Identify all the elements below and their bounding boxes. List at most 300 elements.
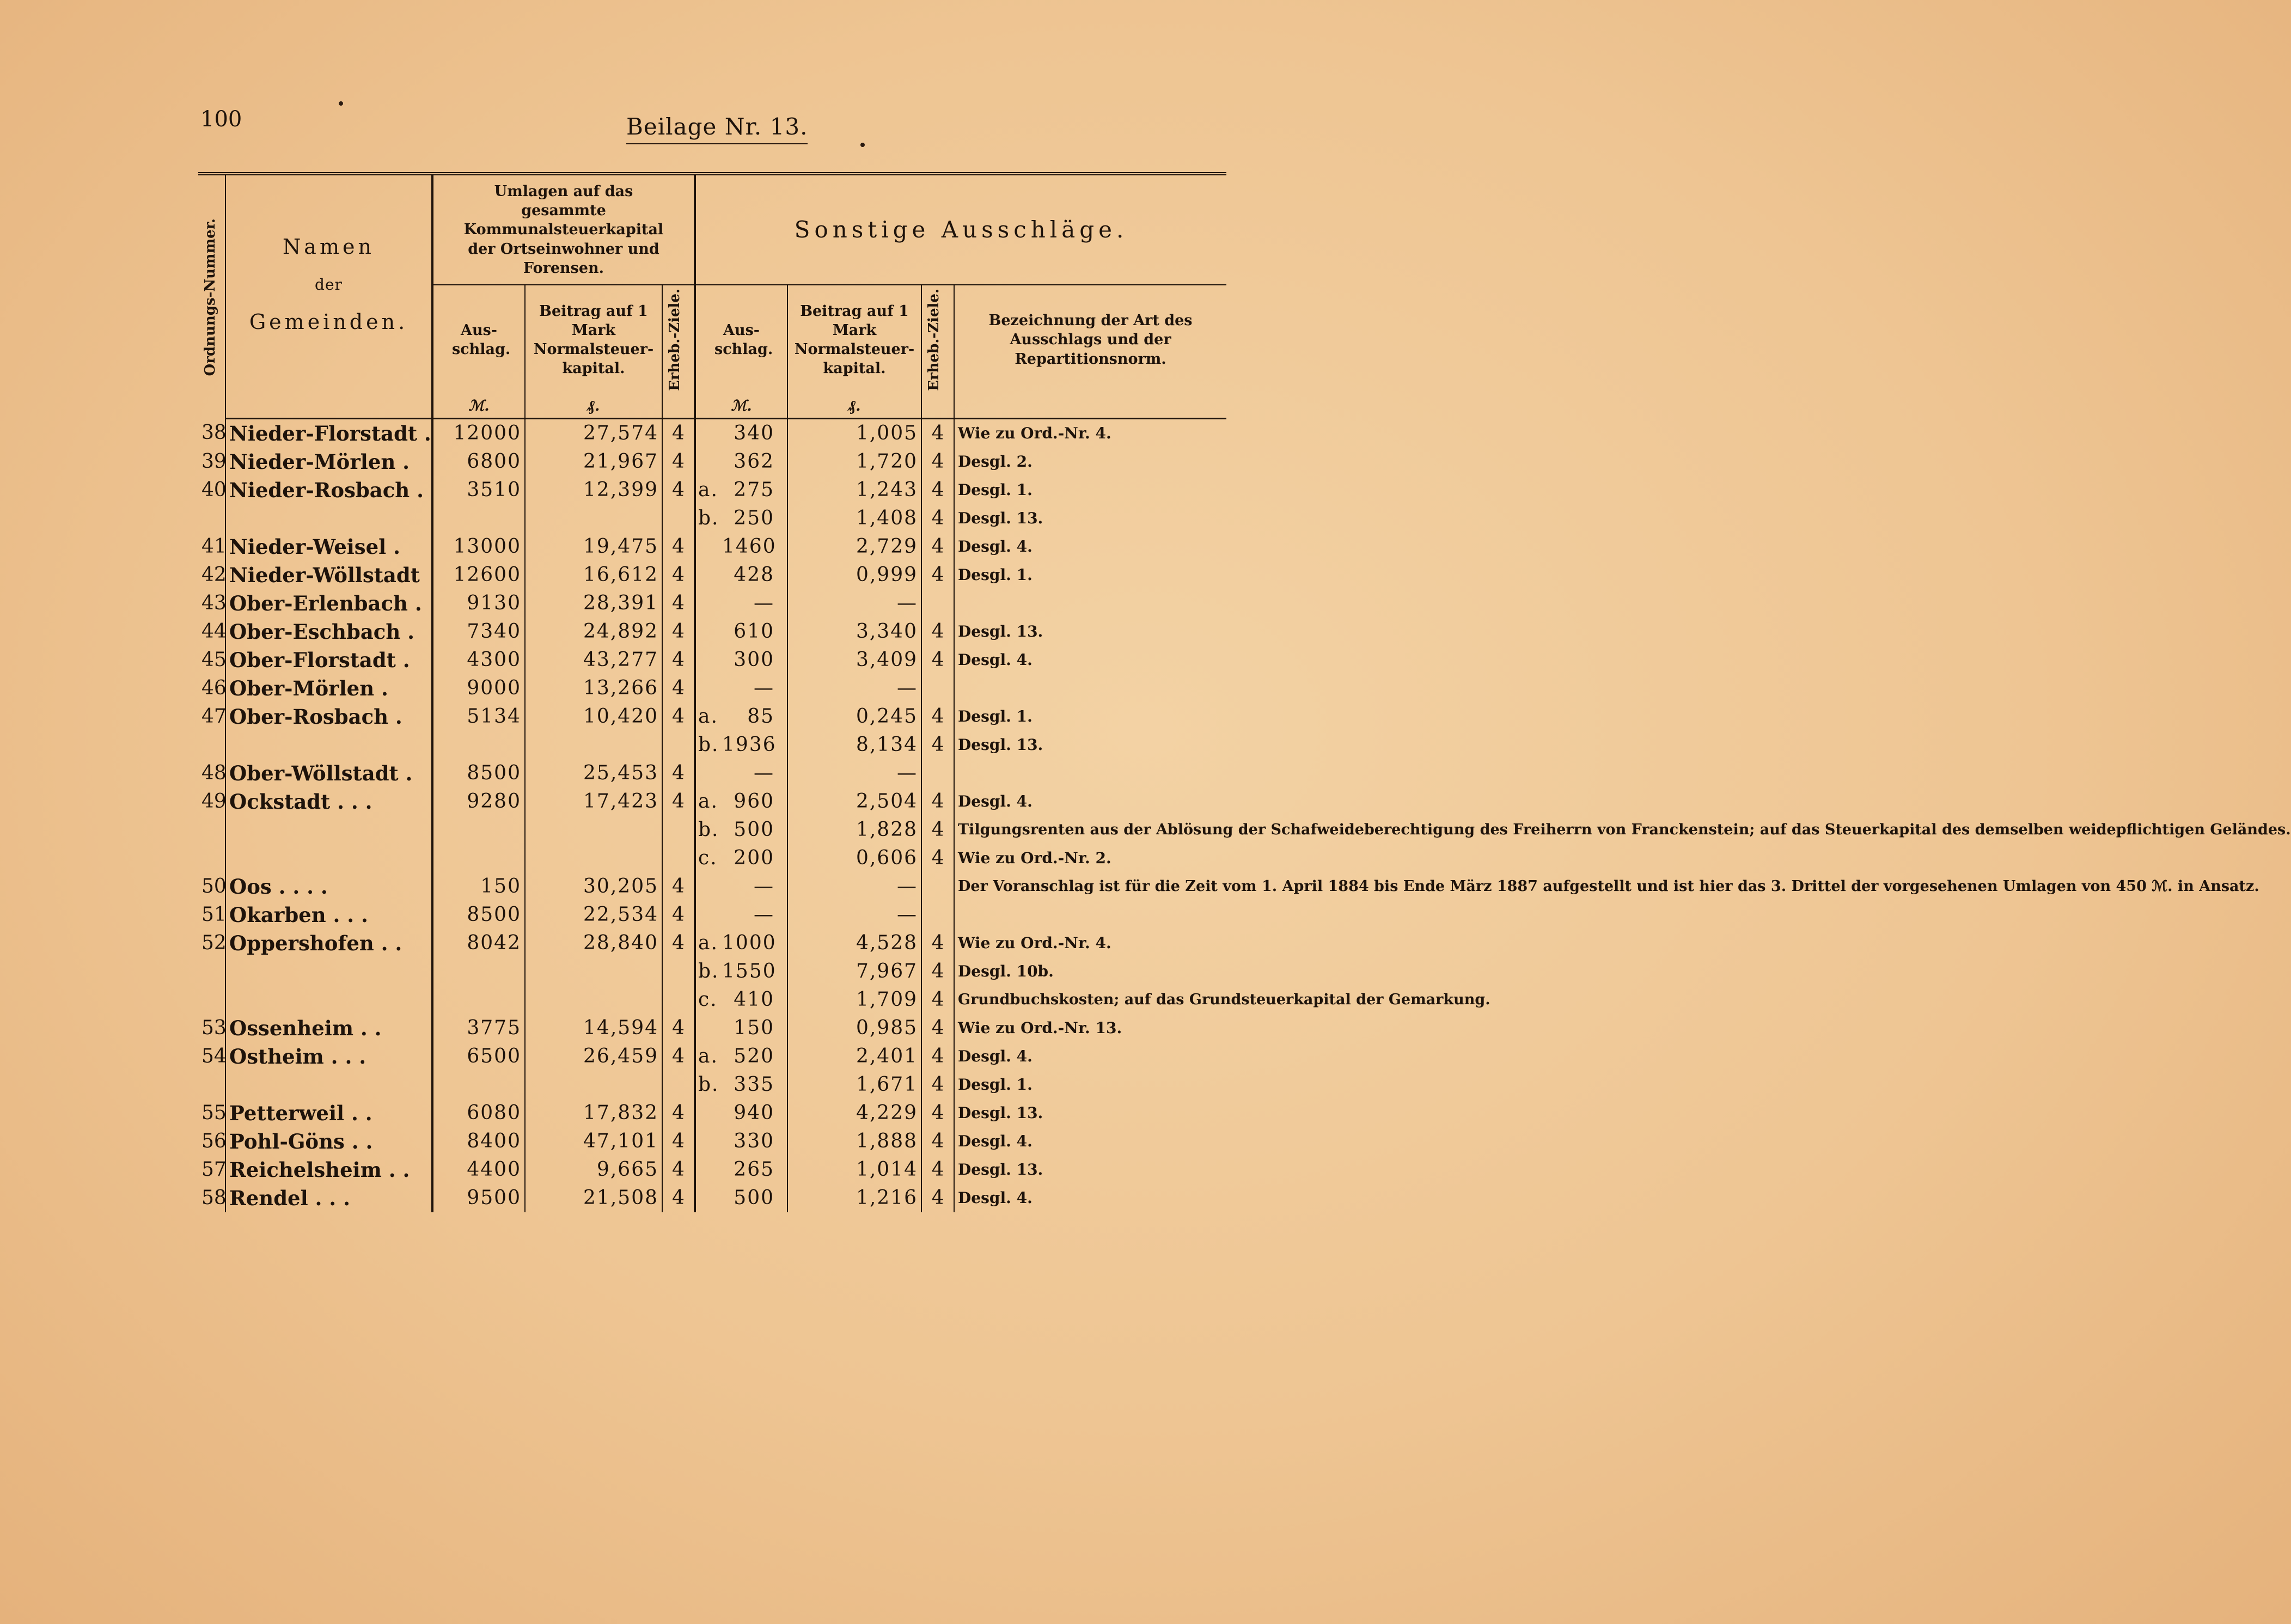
umlage-erheb-ziele: 4 [662,929,695,957]
sub-item-letter: b. [698,734,719,756]
unit-pfennig: ₰. [787,394,921,419]
sonst-beitrag: — [787,674,921,703]
umlage-beitrag: 21,967 [525,448,662,476]
sonst-ausschlag [695,533,787,561]
umlage-erheb-ziele: 4 [662,646,695,674]
umlage-beitrag: 17,423 [525,787,662,816]
ordnungs-nummer: 42 [201,564,227,587]
umlage-beitrag: 16,612 [525,561,662,589]
bezeichnung [954,674,1226,703]
sonst-ausschlag-value: 520 [734,1045,775,1068]
sonst-beitrag: — [787,901,921,929]
sonst-ausschlag [695,957,787,986]
umlage-beitrag: 43,277 [525,646,662,674]
table-row [198,476,1226,504]
sonst-beitrag: 1,888 [787,1127,921,1156]
bezeichnung: Desgl. 1. [954,476,1226,504]
umlage-ausschlag: 7340 [432,618,525,646]
sonst-erheb-ziele [921,589,954,618]
umlage-erheb-ziele: 4 [662,1184,695,1212]
ordnungs-nummer: 53 [201,1017,227,1040]
umlage-ausschlag: 6500 [432,1042,525,1071]
sonst-beitrag: 0,245 [787,703,921,731]
ordnungs-nummer [198,957,225,986]
bezeichnung: Wie zu Ord.-Nr. 13. [954,1014,1226,1042]
umlage-ausschlag: 6080 [432,1099,525,1127]
sonst-ausschlag [695,872,787,901]
sonst-ausschlag-value: 1936 [722,734,777,756]
umlage-erheb-ziele: 4 [662,419,695,448]
umlage-beitrag: 14,594 [525,1014,662,1042]
namen-line3: Gemeinden. [249,310,408,334]
table-row [198,533,1226,561]
sonst-erheb-ziele: 4 [921,448,954,476]
sonst-ausschlag-value: 300 [734,649,775,671]
ordnungs-nummer [198,504,225,533]
sonst-ausschlag-value: 330 [734,1130,775,1153]
sonst-ausschlag-value: 428 [734,564,775,587]
sonst-ausschlag-value: 85 [747,705,775,728]
sonst-erheb-ziele: 4 [921,561,954,589]
sonst-ausschlag [695,1184,787,1212]
gemeinde-name [225,731,432,759]
ordnungs-nummer: 51 [201,903,227,926]
running-title: Beilage Nr. 13. [626,113,808,144]
bezeichnung: Desgl. 4. [954,646,1226,674]
sonst-beitrag: 1,005 [787,419,921,448]
bezeichnung: Wie zu Ord.-Nr. 4. [954,419,1226,448]
umlage-ausschlag: 9280 [432,787,525,816]
gemeinde-name: Ober-Mörlen . [225,674,432,703]
umlage-erheb-ziele [662,731,695,759]
umlage-erheb-ziele: 4 [662,448,695,476]
umlage-beitrag [525,731,662,759]
ink-speck [860,143,865,147]
gemeinde-name: Rendel . . . [225,1184,432,1212]
sonst-ausschlag [695,646,787,674]
gemeinde-name: Nieder-Mörlen . [225,448,432,476]
sonst-ausschlag-value: 250 [734,507,775,530]
sub-item-letter: b. [698,507,719,530]
table-row [198,929,1226,957]
table-row [198,703,1226,731]
ordnungs-nummer: 52 [201,932,227,955]
ordnungs-nummer [198,986,225,1014]
sonst-beitrag: 1,720 [787,448,921,476]
sub-item-letter: b. [698,819,719,841]
sonst-ausschlag-value: 275 [734,479,775,502]
bezeichnung: Desgl. 4. [954,1127,1226,1156]
umlage-ausschlag [432,844,525,872]
umlage-beitrag [525,844,662,872]
namen-line1: Namen [283,234,375,259]
sonst-ausschlag [695,816,787,844]
sonst-erheb-ziele: 4 [921,986,954,1014]
umlage-erheb-ziele: 4 [662,674,695,703]
umlage-beitrag: 24,892 [525,618,662,646]
sonst-ausschlag [695,419,787,448]
sonst-beitrag: 1,671 [787,1071,921,1099]
sonst-ausschlag-value: 1000 [722,932,777,955]
bezeichnung: Desgl. 4. [954,1184,1226,1212]
table-row [198,1184,1226,1212]
sonst-erheb-ziele: 4 [921,1184,954,1212]
umlage-erheb-ziele: 4 [662,589,695,618]
sonst-ausschlag-value: 265 [734,1158,775,1181]
umlage-ausschlag: 8500 [432,901,525,929]
umlage-ausschlag: 13000 [432,533,525,561]
ordnungs-nummer [198,816,225,844]
col-sonst-erheb-ziele [921,285,954,394]
umlage-beitrag: 19,475 [525,533,662,561]
sonst-erheb-ziele: 4 [921,731,954,759]
gemeinde-name: Nieder-Florstadt . [225,419,432,448]
sonst-ausschlag-value: 335 [734,1073,775,1096]
sonst-ausschlag-value: — [754,903,775,926]
gemeinde-name [225,1071,432,1099]
sonst-ausschlag-value: — [754,762,775,785]
umlage-ausschlag: 4300 [432,646,525,674]
table-row [198,872,1226,901]
table-row [198,957,1226,986]
bezeichnung: Desgl. 13. [954,731,1226,759]
sonst-ausschlag-value: 362 [734,450,775,473]
bezeichnung: Desgl. 4. [954,787,1226,816]
umlage-ausschlag: 6800 [432,448,525,476]
sonst-erheb-ziele: 4 [921,957,954,986]
table-row [198,986,1226,1014]
bezeichnung: Desgl. 2. [954,448,1226,476]
sonst-ausschlag-value: 500 [734,819,775,841]
umlage-beitrag [525,986,662,1014]
gemeinde-name: Okarben . . . [225,901,432,929]
umlage-erheb-ziele: 4 [662,1042,695,1071]
gemeinde-name [225,816,432,844]
umlage-beitrag: 28,391 [525,589,662,618]
sonst-ausschlag [695,1042,787,1071]
sonst-beitrag: 3,340 [787,618,921,646]
gemeinde-name: Ober-Rosbach . [225,703,432,731]
umlage-beitrag: 13,266 [525,674,662,703]
umlage-ausschlag [432,986,525,1014]
sub-item-letter: a. [698,705,718,728]
sonst-erheb-ziele: 4 [921,646,954,674]
sonst-beitrag: 0,999 [787,561,921,589]
sonst-ausschlag [695,1156,787,1184]
sonst-erheb-ziele: 4 [921,816,954,844]
sonst-ausschlag-value: — [754,875,775,898]
umlage-ausschlag: 4400 [432,1156,525,1184]
gemeinde-name: Nieder-Rosbach . [225,476,432,504]
umlage-beitrag: 22,534 [525,901,662,929]
umlage-beitrag: 10,420 [525,703,662,731]
gemeinde-name [225,844,432,872]
umlage-beitrag: 17,832 [525,1099,662,1127]
umlage-erheb-ziele [662,504,695,533]
sonst-ausschlag-value: 1550 [722,960,777,983]
sonst-erheb-ziele: 4 [921,504,954,533]
sonst-beitrag: 1,216 [787,1184,921,1212]
umlage-erheb-ziele: 4 [662,618,695,646]
ordnungs-nummer [198,731,225,759]
sub-item-letter: a. [698,932,718,955]
umlage-ausschlag [432,731,525,759]
ordnungs-nummer: 41 [201,535,227,558]
table-body [198,419,2291,1213]
ordnungs-nummer: 38 [201,421,227,444]
sonst-beitrag: 1,408 [787,504,921,533]
ordnungs-nummer: 54 [201,1045,227,1068]
table-row [198,1014,1226,1042]
sub-item-letter: a. [698,790,718,813]
sonst-beitrag: 1,014 [787,1156,921,1184]
sonst-beitrag: 4,528 [787,929,921,957]
bezeichnung: Desgl. 4. [954,1042,1226,1071]
sub-item-letter: c. [698,988,718,1011]
umlage-ausschlag: 12000 [432,419,525,448]
ink-speck [339,101,343,106]
sonst-erheb-ziele: 4 [921,703,954,731]
col-sonst-beitrag: Beitrag auf 1 Mark Normalsteuer-kapital. [787,285,921,394]
gemeinde-name: Ostheim . . . [225,1042,432,1071]
umlage-beitrag [525,504,662,533]
sonst-ausschlag [695,476,787,504]
ordnungs-nummer: 49 [201,790,227,813]
sonst-ausschlag [695,844,787,872]
umlage-erheb-ziele: 4 [662,1099,695,1127]
sonst-beitrag: — [787,872,921,901]
sub-item-letter: b. [698,960,719,983]
sonst-ausschlag [695,674,787,703]
col-sonst-ausschlag: Aus-schlag. [695,285,787,394]
bezeichnung: Wie zu Ord.-Nr. 2. [954,844,1226,872]
umlage-erheb-ziele: 4 [662,787,695,816]
sonst-ausschlag [695,759,787,787]
sonst-beitrag: 1,243 [787,476,921,504]
sonst-ausschlag-value: 340 [734,422,775,445]
sonst-erheb-ziele: 4 [921,533,954,561]
table-row [198,419,1226,448]
gemeinde-name: Nieder-Wöllstadt [225,561,432,589]
umlage-beitrag: 47,101 [525,1127,662,1156]
sonst-erheb-ziele: 4 [921,1042,954,1071]
sonst-ausschlag [695,1099,787,1127]
sonst-erheb-ziele: 4 [921,1156,954,1184]
sonst-ausschlag [695,1127,787,1156]
ordnungs-nummer: 43 [201,592,227,615]
bezeichnung: Desgl. 10b. [954,957,1226,986]
levy-table [198,172,2291,1212]
sonst-ausschlag [695,901,787,929]
bezeichnung [954,589,1226,618]
bezeichnung: Grundbuchskosten; auf das Grundsteuerkapital der Gemarkung. [954,986,1226,1014]
umlage-ausschlag [432,816,525,844]
sonst-ausschlag-value: 150 [734,1017,775,1040]
namen-line2: der [315,275,343,294]
gemeinde-name [225,957,432,986]
bezeichnung: Desgl. 13. [954,618,1226,646]
umlage-erheb-ziele [662,1071,695,1099]
sonst-erheb-ziele: 4 [921,1099,954,1127]
umlage-ausschlag: 9130 [432,589,525,618]
umlage-ausschlag: 8400 [432,1127,525,1156]
sonst-erheb-ziele: 4 [921,1127,954,1156]
umlage-ausschlag: 5134 [432,703,525,731]
bezeichnung: Desgl. 1. [954,703,1226,731]
umlage-erheb-ziele: 4 [662,1127,695,1156]
table-row [198,759,1226,787]
umlage-erheb-ziele: 4 [662,872,695,901]
table-row [198,787,1226,816]
col-bezeichnung: Bezeichnung der Art des Ausschlags und der Repartitionsnorm. [954,285,1226,394]
table-row [198,646,1226,674]
table-row [198,1071,1226,1099]
umlage-beitrag: 9,665 [525,1156,662,1184]
bezeichnung: Der Voranschlag ist für die Zeit vom 1. April 1884 bis Ende März 1887 aufgestellt und ist hier das 3. Drittel der vorgesehenen Umlagen von 450 ℳ. in Ansatz. [954,872,1226,901]
sonst-beitrag: 8,134 [787,731,921,759]
gemeinde-name: Pohl-Göns . . [225,1127,432,1156]
sonst-ausschlag-value: 960 [734,790,775,813]
sonst-ausschlag-value: 200 [734,847,775,870]
umlage-erheb-ziele: 4 [662,703,695,731]
col-beitrag: Beitrag auf 1 Mark Normalsteuer-kapital. [525,285,662,394]
table-row [198,504,1226,533]
sonst-beitrag: 7,967 [787,957,921,986]
sonst-beitrag: 3,409 [787,646,921,674]
unit-pfennig: ₰. [525,394,662,419]
umlage-ausschlag: 9000 [432,674,525,703]
table-row [198,844,1226,872]
sonst-beitrag: — [787,759,921,787]
umlage-ausschlag [432,957,525,986]
gemeinde-name: Ober-Eschbach . [225,618,432,646]
sonst-ausschlag-value: — [754,677,775,700]
sonst-ausschlag [695,787,787,816]
sonst-erheb-ziele: 4 [921,476,954,504]
table-row [198,1127,1226,1156]
gemeinde-name: Ober-Wöllstadt . [225,759,432,787]
sonst-ausschlag-value: 610 [734,620,775,643]
table-row [198,674,1226,703]
table-row [198,561,1226,589]
table-row [198,618,1226,646]
col-ausschlag: Aus-schlag. [432,285,525,394]
sonst-ausschlag-value: — [754,592,775,615]
umlage-erheb-ziele: 4 [662,1014,695,1042]
umlage-erheb-ziele: 4 [662,759,695,787]
ordnungs-nummer: 39 [201,450,227,473]
ordnungs-nummer: 57 [201,1158,227,1181]
sonst-erheb-ziele: 4 [921,419,954,448]
sonst-beitrag: 2,504 [787,787,921,816]
sub-item-letter: a. [698,479,718,502]
bezeichnung: Wie zu Ord.-Nr. 4. [954,929,1226,957]
sonst-beitrag: 4,229 [787,1099,921,1127]
bezeichnung: Desgl. 13. [954,1099,1226,1127]
page-number: 100 [200,107,242,132]
sonst-erheb-ziele [921,872,954,901]
sonst-erheb-ziele: 4 [921,1014,954,1042]
sonst-erheb-ziele: 4 [921,787,954,816]
sonst-beitrag: 1,828 [787,816,921,844]
umlage-beitrag: 25,453 [525,759,662,787]
sonst-ausschlag [695,589,787,618]
umlage-ausschlag: 150 [432,872,525,901]
sonst-erheb-ziele [921,674,954,703]
ordnungs-nummer: 58 [201,1187,227,1210]
gemeinde-name: Petterweil . . [225,1099,432,1127]
sonst-erheb-ziele [921,759,954,787]
sonst-ausschlag-value: 1460 [722,535,777,558]
umlage-beitrag [525,1071,662,1099]
umlage-erheb-ziele: 4 [662,533,695,561]
umlage-ausschlag: 9500 [432,1184,525,1212]
gemeinde-name: Ockstadt . . . [225,787,432,816]
ordnungs-nummer [198,1071,225,1099]
sub-item-letter: b. [698,1073,719,1096]
umlage-ausschlag: 8042 [432,929,525,957]
sonst-ausschlag [695,618,787,646]
umlage-ausschlag: 12600 [432,561,525,589]
table-row [198,448,1226,476]
sonst-ausschlag [695,448,787,476]
sonst-ausschlag [695,929,787,957]
umlage-beitrag: 26,459 [525,1042,662,1071]
sonst-ausschlag [695,1014,787,1042]
sonst-ausschlag-value: 410 [734,988,775,1011]
gemeinde-name [225,504,432,533]
table-row [198,1042,1226,1071]
bezeichnung: Tilgungsrenten aus der Ablösung der Schafweideberechtigung des Freiherrn von Franckenstein; auf das Steuerkapital des demselben weidepflichtigen Geländes. [954,816,1226,844]
gemeinde-name: Oos . . . . [225,872,432,901]
umlage-ausschlag [432,504,525,533]
bezeichnung: Desgl. 1. [954,561,1226,589]
umlage-beitrag [525,957,662,986]
sonst-ausschlag [695,504,787,533]
bezeichnung [954,901,1226,929]
umlage-beitrag [525,816,662,844]
unit-mark: ℳ. [432,394,525,419]
bezeichnung [954,759,1226,787]
gemeinde-name: Ossenheim . . [225,1014,432,1042]
sonst-ausschlag-value: 940 [734,1102,775,1125]
unit-mark: ℳ. [695,394,787,419]
sonst-beitrag: 0,985 [787,1014,921,1042]
sonst-ausschlag [695,986,787,1014]
table-row [198,1156,1226,1184]
gemeinde-name [225,986,432,1014]
umlage-erheb-ziele [662,844,695,872]
umlage-erheb-ziele: 4 [662,476,695,504]
col-erheb-ziele [662,285,695,394]
umlage-erheb-ziele [662,816,695,844]
table-row [198,816,1226,844]
ordnungs-nummer: 45 [201,649,227,671]
gemeinde-name: Oppershofen . . [225,929,432,957]
ordnungs-nummer: 44 [201,620,227,643]
table-row [198,1099,1226,1127]
ordnungs-nummer: 40 [201,479,227,502]
umlage-ausschlag: 3775 [432,1014,525,1042]
bezeichnung: Desgl. 4. [954,533,1226,561]
table-row [198,589,1226,618]
table-row [198,731,1226,759]
umlage-erheb-ziele: 4 [662,1156,695,1184]
sonst-beitrag: 2,729 [787,533,921,561]
sonst-erheb-ziele: 4 [921,618,954,646]
sonst-ausschlag [695,1071,787,1099]
gemeinde-name: Ober-Erlenbach . [225,589,432,618]
